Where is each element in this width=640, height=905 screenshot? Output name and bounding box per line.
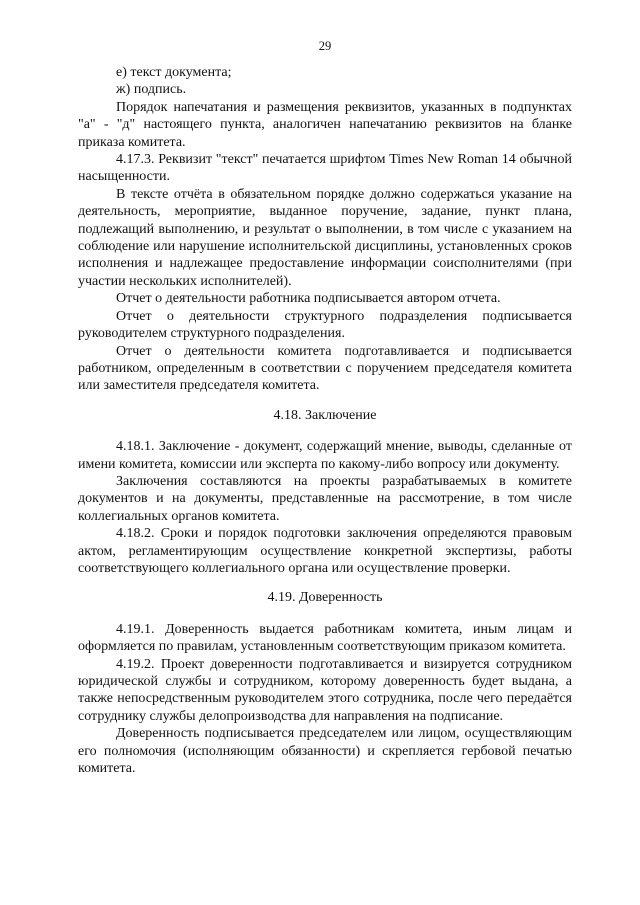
paragraph-division-report: Отчет о деятельности структурного подразделения подписывается руководителем структурного подразделения. <box>78 308 572 342</box>
paragraph-4-18-2: 4.18.2. Сроки и порядок подготовки заключения определяются правовым актом, регламентирующим осуществление конкретной экспертизы, работы соответствующего коллегиального органа или осуществление проверки. <box>78 526 572 576</box>
list-item-e: е) текст документа; <box>116 65 232 80</box>
paragraph-committee-report: Отчет о деятельности комитета подготавливается и подписывается работником, определенным в соответствии с поручением председателя комитета или заместителя председателя комитета. <box>78 343 572 394</box>
paragraph-report-content: В тексте отчёта в обязательном порядке должно содержаться указание на деятельность, мероприятие, выданное поручение, задание, пункт плана, подлежащий выполнению, и результат о выполнении, в том числе с указанием на соблюдение или нарушение исполнительской дисциплины, установленных сроков исполнения и надлежащее предоставление информации соисполнителями (при участии нескольких исполнителей). <box>78 186 572 289</box>
section-heading-4-19: 4.19. Доверенность <box>267 590 383 606</box>
page-number: 29 <box>318 39 332 53</box>
paragraph-4-18-1: 4.18.1. Заключение - документ, содержащий мнение, выводы, сделанные от имени комитета, комиссии или эксперта по какому-либо вопросу или документу. <box>78 439 572 472</box>
paragraph-power-of-attorney-signing: Доверенность подписывается председателем или лицом, осуществляющим его полномочия (исполняющим обязанности) и скрепляется гербовой печатью комитета. <box>78 726 572 777</box>
paragraph-conclusions-drafts: Заключения составляются на проекты разрабатываемых в комитете документов и на документы, представленные на рассмотрение, в том числе коллегиальных органов комитета. <box>78 473 572 524</box>
list-item-zh: ж) подпись. <box>116 82 187 98</box>
paragraph-4-19-2: 4.19.2. Проект доверенности подготавливается и визируется сотрудником юридической службы и сотрудником, которому доверенность будет выдана, а также непосредственным руководителем этого сотрудника, после чего передаётся сотруднику службы делопроизводства для направления на подписание. <box>78 656 572 724</box>
paragraph-requisites-order: Порядок напечатания и размещения реквизитов, указанных в подпунктах "а" - "д" настоящего пункта, аналогичен напечатанию реквизитов на бланке приказа комитета. <box>78 99 572 150</box>
paragraph-4-17-3: 4.17.3. Реквизит "текст" печатается шрифтом Times New Roman 14 обычной насыщенности. <box>78 152 572 185</box>
section-heading-4-18: 4.18. Заключение <box>273 407 377 423</box>
paragraph-4-19-1: 4.19.1. Доверенность выдается работникам комитета, иным лицам и оформляется по правилам, установленным соответствующим приказом комитета. <box>78 621 572 655</box>
paragraph-employee-report: Отчет о деятельности работника подписывается автором отчета. <box>116 291 501 307</box>
